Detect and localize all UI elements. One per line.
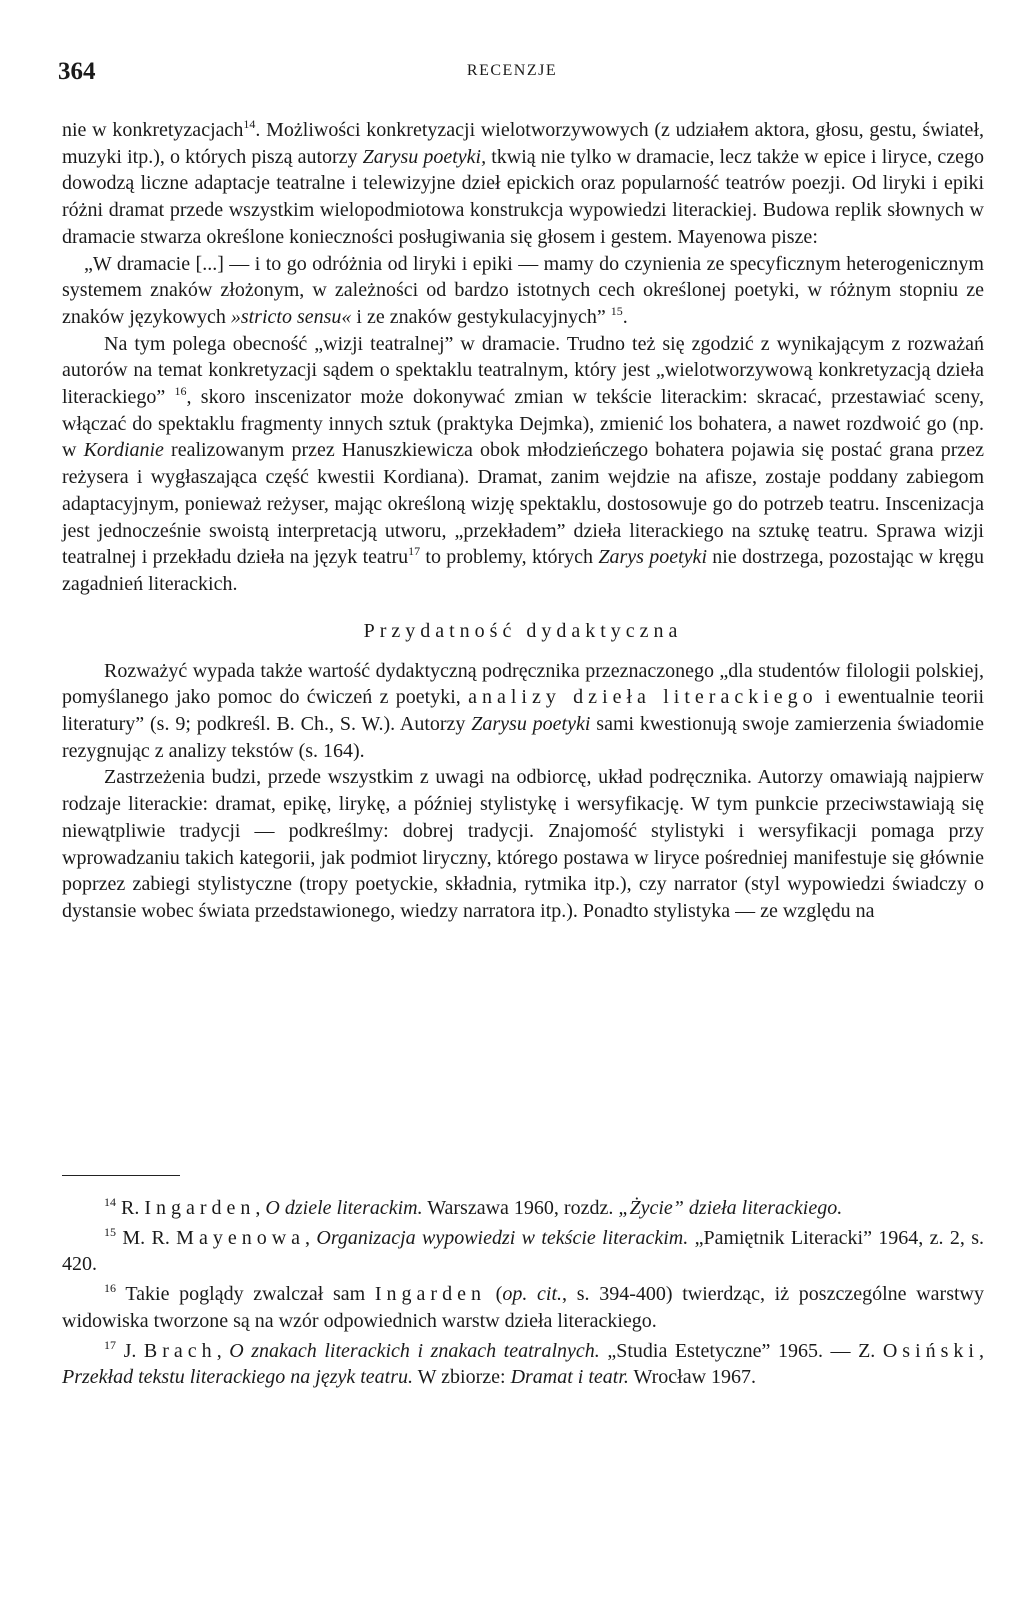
work-title: Kordianie: [83, 439, 164, 462]
footnote-number: 17: [104, 1337, 116, 1352]
section-heading: Przydatność dydaktyczna: [363, 619, 683, 642]
footnote-ref-16: 16: [174, 384, 187, 399]
text-run: (: [485, 1283, 503, 1306]
footnote-15: [62, 1225, 984, 1278]
text-run: realizowanym przez Hanuszkiewicza obok młodzieńczego bohatera pojawia się postać grana przez reżysera i wygłaszająca część kwestii Kordiana). Dramat, zanim wejdzie na afisze, zostaje poddany zabiegom adaptacyjnym, ponieważ reżyser, mając określoną wizję spektaklu, dostosowuje go do potrzeb teatru. Inscenizacja jest jednocześnie swoistą interpretacją utworu, „przekładem” dzieła literackiego na sztukę teatru. Sprawa wizji teatralnej i przekładu dzieła na język teatru: [62, 439, 984, 569]
page-number: 364: [58, 58, 96, 85]
text-run: „Pamiętnik Literacki” 1964, z. 2, s. 420.: [62, 1226, 985, 1276]
text-run: to problemy, których: [420, 546, 599, 569]
paragraph-2: [62, 331, 984, 598]
text-run: Wrocław 1967.: [628, 1366, 757, 1389]
author-name: Ingarden: [374, 1283, 486, 1306]
footnote-number: 15: [104, 1224, 116, 1239]
book-title: Zarysu poetyki,: [362, 145, 487, 168]
text-run: sami kwestionują swoje zamierzenia świadomie rezygnując z analizy tekstów (s. 164).: [62, 713, 985, 762]
footnote-ref-15: 15: [610, 303, 623, 318]
book-title: Zarysu poetyki: [471, 713, 591, 736]
footnote-16: [62, 1281, 984, 1334]
article-title: Przekład tekstu literackiego na język teatru.: [62, 1366, 414, 1389]
quotation: [62, 251, 984, 331]
footnote-number: 14: [104, 1195, 116, 1209]
text-run: nie dostrzega, pozostając w kręgu zagadnień literackich.: [62, 546, 984, 595]
footnote-14: [62, 1195, 984, 1222]
main-text: [62, 117, 984, 925]
author-name: Ingarden: [144, 1197, 256, 1219]
article-title: Organizacja wypowiedzi w tekście literackim.: [316, 1226, 689, 1249]
text-run: Warszawa 1960, rozdz.: [422, 1197, 619, 1219]
paragraph-3: [62, 658, 984, 765]
chapter-title: „Życie” dzieła literackiego.: [618, 1197, 843, 1219]
footnote-ref-14: 14: [243, 117, 256, 131]
text-run: i ze znaków gestykulacyjnych”: [351, 305, 611, 328]
text-run: R.: [116, 1197, 145, 1219]
book-title: Dramat i teatr.: [510, 1366, 629, 1389]
text-run: „W dramacie [...] — i to go odróżnia od liryki i epiki — mamy do czynienia ze specyficznym heterogenicznym systemem znaków złożonym, w zależności od bardzo istotnych cech określonej poetyki, w różnym stopniu ze znaków językowych: [62, 252, 984, 328]
text-run: .: [622, 305, 628, 328]
paragraph-4: Zastrzeżenia budzi, przede wszystkim z uwagi na odbiorcę, układ podręcznika. Autorzy omawiają najpierw rodzaje literackie: dramat, epikę, lirykę, a później stylistykę i wersyfikację. W tym punkcie przeciwstawiają się niewątpliwie tradycji — podkreślmy: dobrej tradycji. Znajomość stylistyki i wersyfikacji pomaga przy wprowadzaniu takich kategorii, jak podmiot liryczny, którego postawa w liryce pośredniej manifestuje się głównie poprzez zabiegi stylistyczne (tropy poetyckie, składnia, rytmika itp.), czy narrator (styl wypowiedzi świadczy o dystansie wobec świata przedstawionego, wiedzy narratora itp.). Ponadto stylistyka — ze względu na: [62, 766, 984, 922]
book-title: O dziele literackim.: [265, 1197, 423, 1219]
footnotes: [62, 1195, 984, 1391]
latin-phrase: »stricto sensu«: [230, 305, 352, 328]
text-run: ,: [216, 1339, 230, 1362]
footnote-number: 16: [104, 1281, 116, 1296]
text-run: „Studia Estetyczne” 1965. — Z.: [599, 1339, 883, 1362]
page-header: [58, 58, 966, 88]
author-name: Osiński: [882, 1339, 979, 1362]
text-run: tkwią nie tylko w dramacie, lecz także w epice i liryce, czego dowodzą liczne adaptacje teatralne i telewizyjne dzieł epickich oraz popularność teatrów poezji. Od liryki i epiki różni dramat przede wszystkim wielopodmiotowa konstrukcja wypowiedzi literackiej. Budowa replik słownych w dramacie stwarza określone konieczności posługiwania się głosem i gestem. Mayenowa pisze:: [62, 145, 985, 248]
citation-abbrev: op. cit.: [502, 1283, 563, 1306]
footnote-separator: [62, 1175, 180, 1176]
text-run: W zbiorze:: [413, 1366, 511, 1389]
article-title: O znakach literackich i znakach teatralnych.: [229, 1339, 600, 1362]
text-run: J.: [116, 1339, 144, 1362]
book-title: Zarys poetyki: [598, 546, 707, 569]
text-run: M. R.: [116, 1226, 177, 1249]
footnote-ref-17: 17: [408, 544, 421, 559]
text-run: Takie poglądy zwalczał sam: [116, 1283, 375, 1306]
footnote-17: [62, 1338, 984, 1391]
emphasis-spaced: analizy dzieła literackiego: [468, 686, 818, 709]
text-run: ,: [255, 1197, 266, 1219]
text-run: Rozważyć wypada także wartość dydaktyczną podręcznika przeznaczonego „dla studentów filologii polskiej, pomyślanego jako pomoc do ćwiczeń z poetyki,: [62, 659, 984, 709]
text-run: nie w konkretyzacjach: [62, 119, 244, 141]
paragraph-1: [62, 117, 984, 251]
text-run: ,: [305, 1226, 317, 1249]
running-title: RECENZJE: [466, 62, 558, 79]
text-run: , s. 394-400) twierdząc, iż poszczególne warstwy widowiska tworzone są na wzór odpowiednich warstw dzieła literackiego.: [62, 1283, 984, 1332]
text-run: Na tym polega obecność „wizji teatralnej” w dramacie. Trudno też się zgodzić z wynikającym z rozważań autorów na temat konkretyzacji sądem o spektaklu teatralnym, który jest „wielotworzywową konkretyzacją dzieła literackiego”: [62, 332, 984, 409]
author-name: Mayenowa: [176, 1226, 306, 1249]
author-name: Brach: [143, 1339, 217, 1362]
text-run: , skoro inscenizator może dokonywać zmian w tekście literackim: skracać, przestawiać sceny, włączać do spektaklu fragmenty innych sztuk (praktyka Dejmka), zmienić los bohatera, a nawet rozdwoić go (np. w: [62, 386, 984, 462]
text-run: . Możliwości konkretyzacji wielotworzywowych (z udziałem aktora, głosu, gestu, świateł, muzyki itp.), o których piszą autorzy: [62, 119, 984, 168]
text-run: i ewentualnie teorii literatury” (s. 9; podkreśl. B. Ch., S. W.). Autorzy: [62, 686, 984, 736]
text-run: ,: [978, 1339, 984, 1362]
